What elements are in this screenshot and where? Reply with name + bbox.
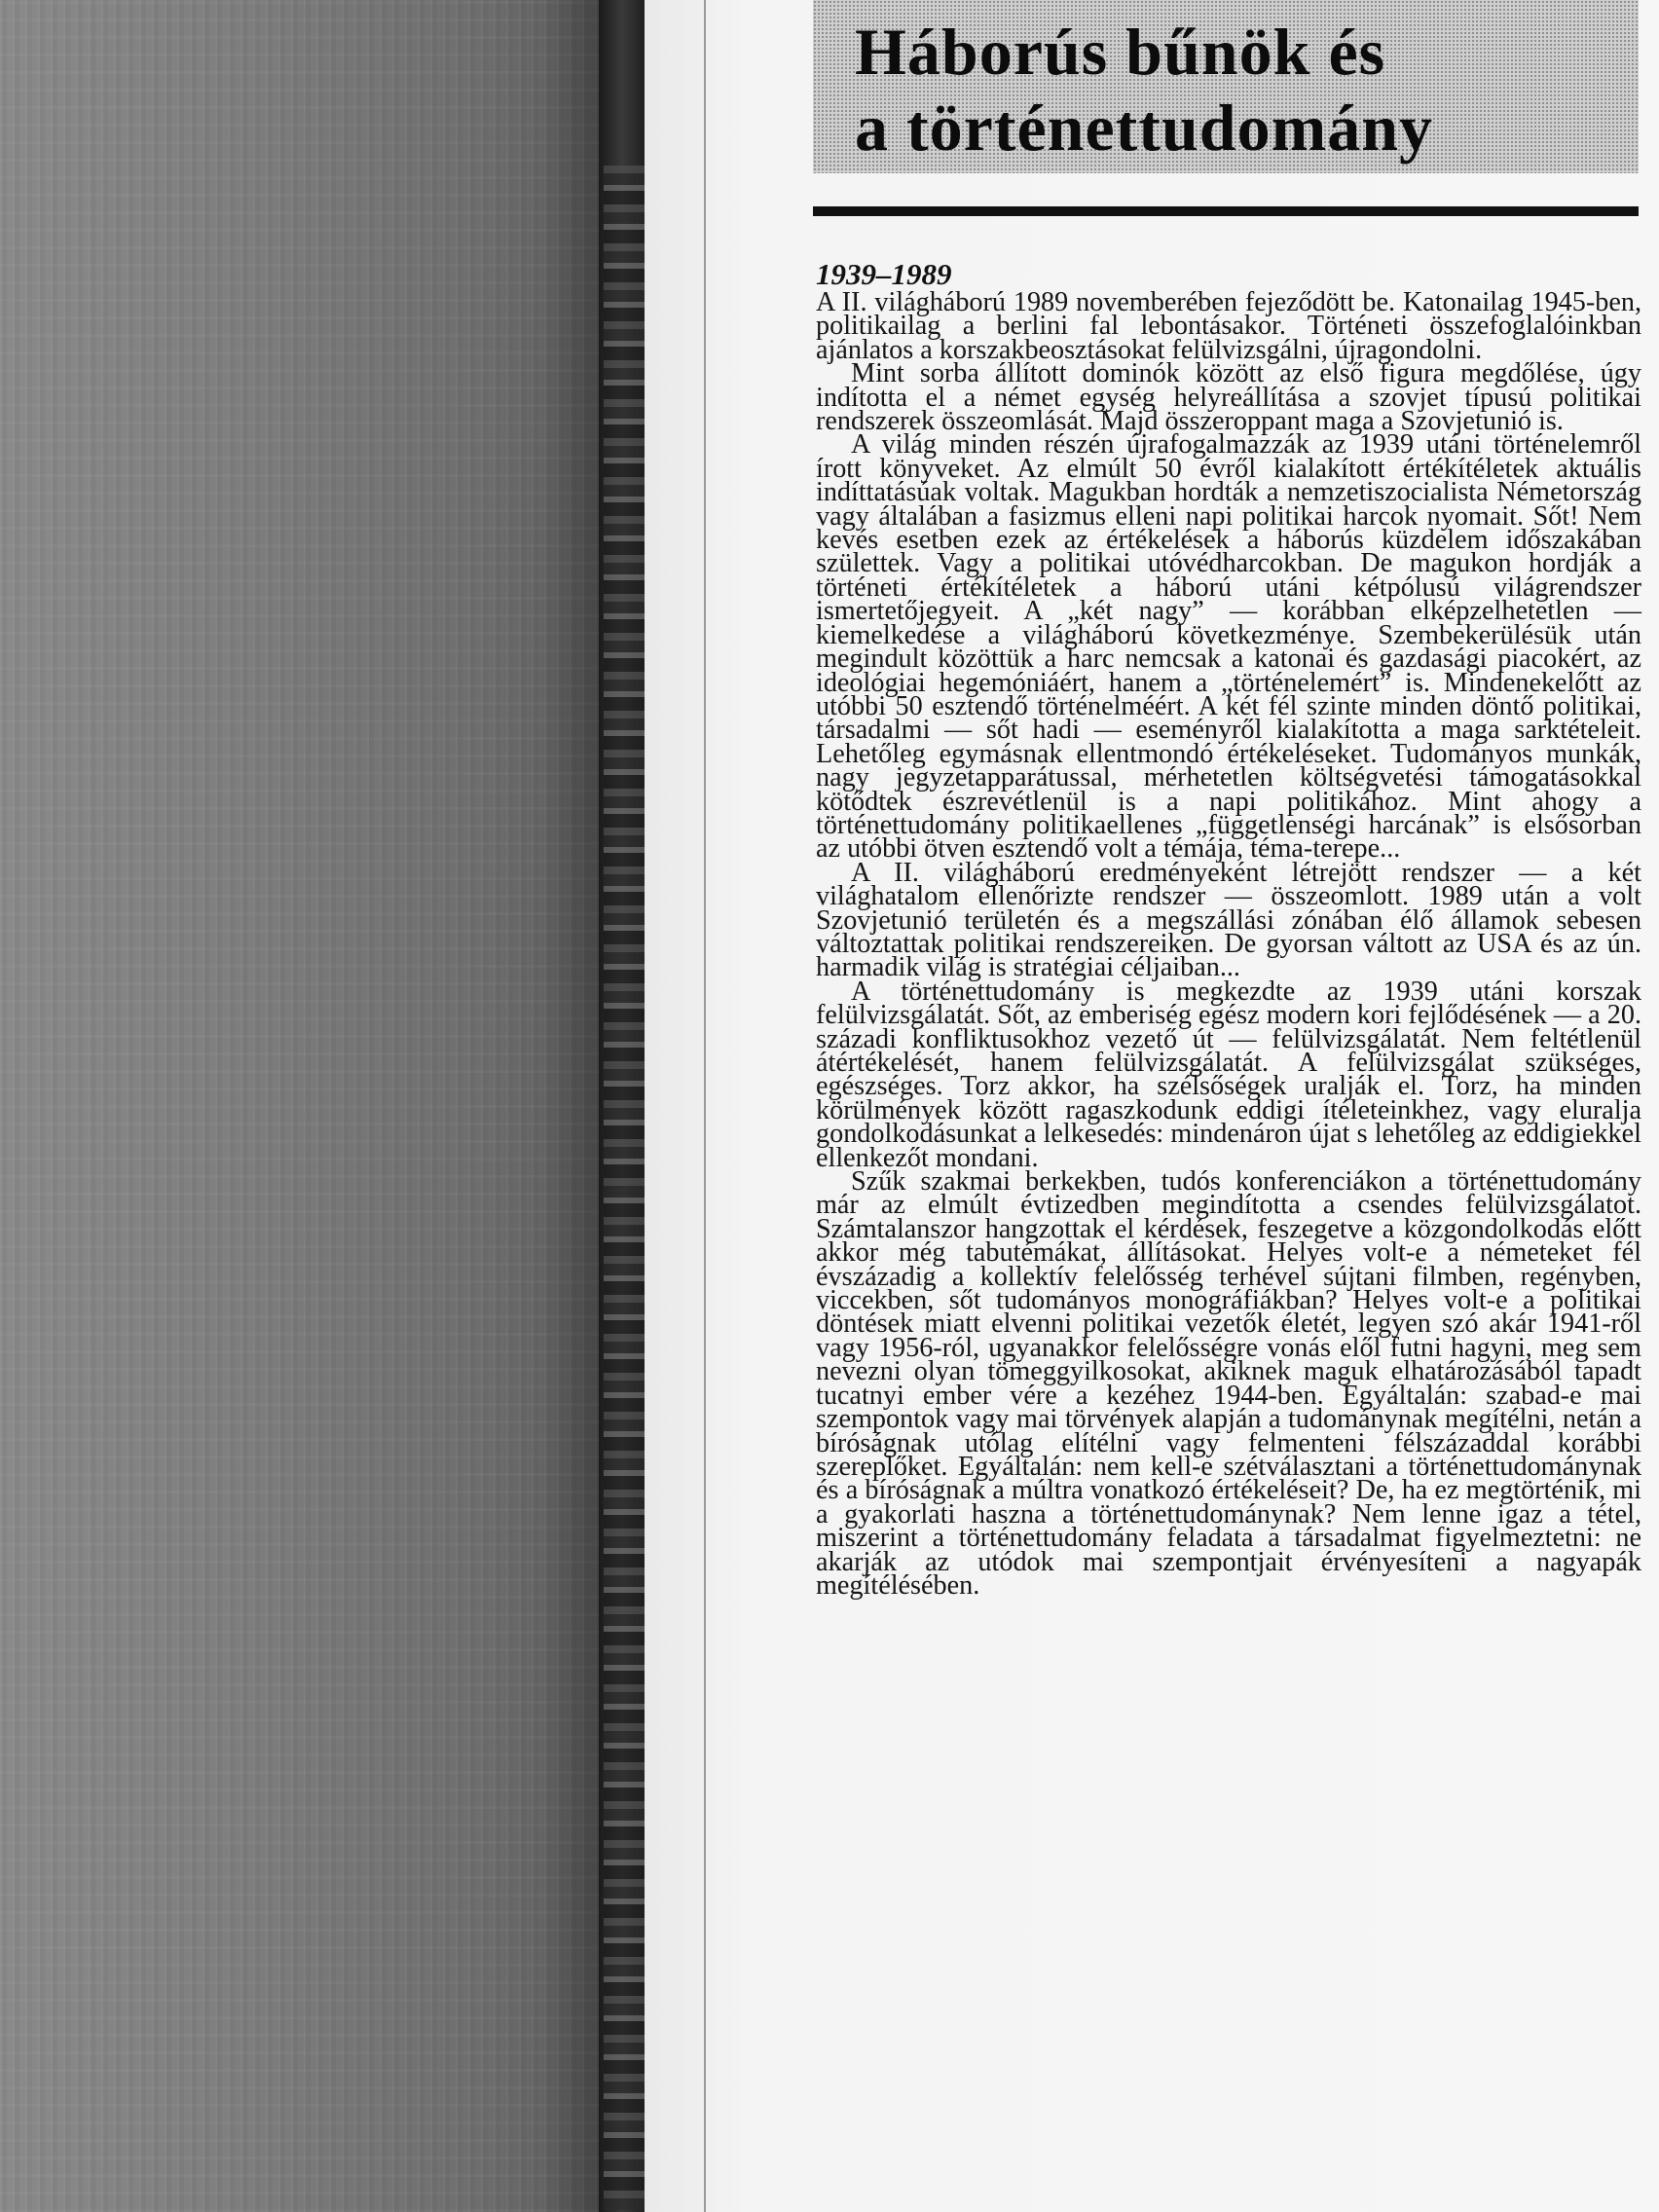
- article-subheading: 1939–1989: [816, 257, 952, 291]
- paragraph-1: A II. világháború 1989 novemberében fejeződött be. Katonailag 1945-ben, politikailag a berlini fal lebontásakor. Történeti összefoglalóinkban ajánlatos a korszakbeosztásokat felülvizsgálni, újragondolni.: [816, 287, 1641, 365]
- paragraph-5: A történettudomány is megkezdte az 1939 utáni korszak felülvizsgálatát. Sőt, az emberiség egész modern kori fejlődésének — a 20. századi konfliktusokhoz vezető út — felülvizsgálatát. Nem feltétlenül átértékelését, hanem felülvizsgálatát. A felülvizsgálat szükséges, egészséges. Torz akkor, ha szélsőségek uralják el. Torz, ha minden körülmények között ragaszkodunk eddigi ítéleteinkhez, vagy eluralja gondolkodásunkat a lelkesedés: mindenáron újat s lehetőleg az eddigiekkel ellenkezőt mondani.: [816, 976, 1641, 1173]
- title-line-2: a történettudomány: [855, 91, 1434, 165]
- paragraph-2: Mint sorba állított dominók között az első figura megdőlése, úgy indította el a német egység helyreállítása a szovjet típusú politikai rendszerek összeomlását. Majd összeroppant maga a Szovjetunió is.: [816, 358, 1641, 437]
- page-border-line: [704, 0, 706, 2212]
- article-title: [855, 14, 1634, 166]
- paragraph-4: A II. világháború eredményeként létrejött rendszer — a két világhatalom ellenőrizte rendszer — összeomlott. 1989 után a volt Szovjetunió területén és a megszállási zónában élő államok sebesen változtattak politikai rendszereiken. De gyorsan váltott az USA és az ún. harmadik világ is stratégiai céljaiban...: [816, 857, 1641, 983]
- left-page: [0, 0, 599, 2212]
- paragraph-3: A világ minden részén újrafogalmazzák az 1939 utáni történelemről írott könyveket. Az elmúlt 50 évről kialakított értékítéletek aktuális indíttatásúak voltak. Magukban hordták a nemzetiszocialista Németország vagy általában a fasizmus elleni napi politikai harcok nyomait. Sőt! Nem kevés esetben ezek az értékelések a háborús küzdelem időszakában születtek. Vagy a politikai utóvédharcokban. De magukon hordják a történeti értékítéletek a háború utáni kétpólusú világrendszer ismertetőjegyeit. A „két nagy” — korábban elképzelhetetlen — kiemelkedése a világháború következménye. Szembekerülésük után megindult közöttük a harc nemcsak a katonai és gazdasági piacokért, az ideológiai hegemóniáért, hanem a „történelemért” is. Mindenekelőtt az utóbbi 50 esztendő történelméért. A két fél szinte minden döntő politikai, társadalmi — sőt hadi — eseményről kialakította a maga sarktételeit. Lehetőleg egymásnak ellentmondó értékeléseket. Tudományos munkák, nagy jegyzetapparátussal, mérhetetlen költségvetési támogatásokkal kötődtek észrevétlenül is a napi politikához. Mint ahogy a történettudomány politikaellenes „függetlenségi harcának” is elsősorban az utóbbi ötven esztendő volt a témája, téma-terepe...: [816, 429, 1641, 865]
- title-line-1: Háborús bűnök és: [855, 15, 1386, 89]
- left-page-edge-shadow: [540, 0, 599, 2212]
- title-underline-rule: [813, 206, 1639, 216]
- article-body: [816, 287, 1641, 1601]
- paragraph-6: Szűk szakmai berkekben, tudós konferenciákon a történettudomány már az elmúlt évtizedben megindította a csendes felülvizsgálatot. Számtalanszor hangzottak el kérdések, feszegetve a közgondolkodás előtt akkor még tabutémákat, állításokat. Helyes volt-e a németeket fél évszázadig a kollektív felelősség terhével sújtani filmben, regényben, viccekben, sőt tudományos monográfiákban? Helyes volt-e a politikai döntések miatt elvenni politikai vezetők életét, legyen szó akár 1941-ről vagy 1956-ról, ugyanakkor felelősségre vonás elől futni hagyni, meg sem nevezni olyan tömeggyilkosokat, akiknek maguk elhatározásából tapadt tucatnyi ember vére a kezéhez 1944-ben. Egyáltalán: szabad-e mai szempontok vagy mai törvények alapján a tudománynak megítélni, netán a bíróságnak utólag elítélni vagy felmenteni félszázaddal korábbi szereplőket. Egyáltalán: nem kell-e szétválasztani a történettudománynak és a bíróságnak a múltra vonatkozó értékeléseit? De, ha ez megtörténik, mi a gyakorlati haszna a történettudománynak? Nem lenne igaz a tétel, miszerint a történettudomány feladata a társadalmat figyelmeztetni: ne akarják az utódok mai szempontjait érvényesíteni a nagyapák megítélésében.: [816, 1166, 1641, 1601]
